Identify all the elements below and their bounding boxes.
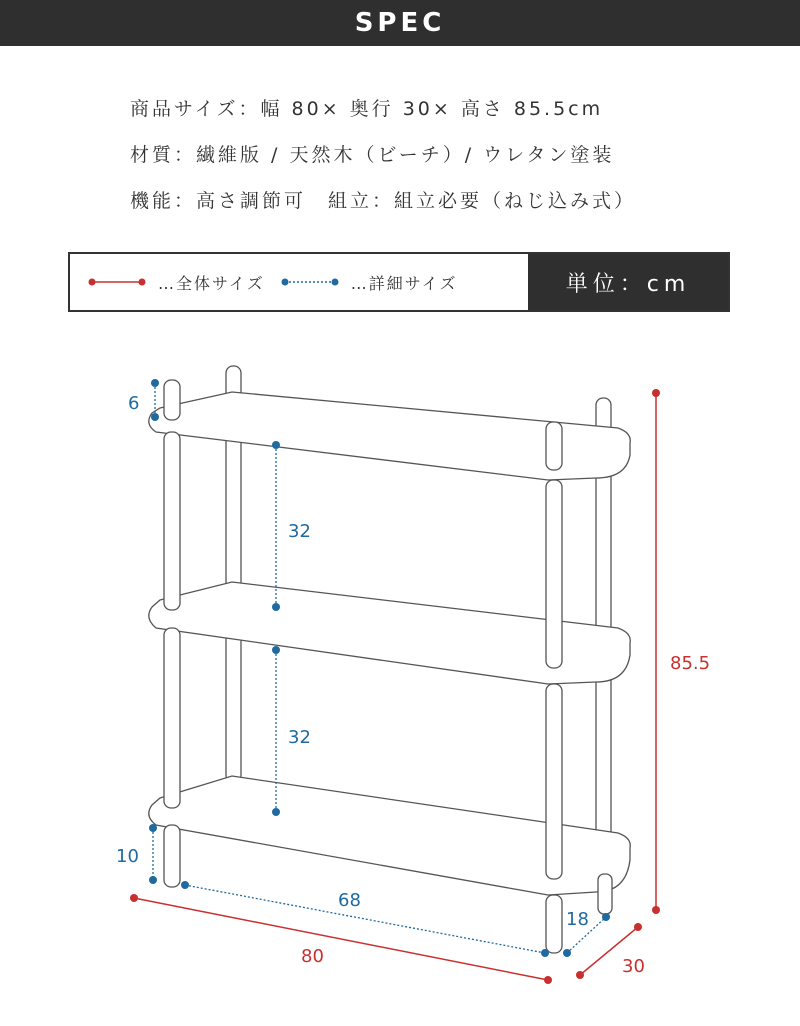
front-right-post-top <box>546 422 562 470</box>
back-right-foot <box>598 874 612 914</box>
dim-width: 80 <box>301 946 324 967</box>
unit-label: 単位：cm <box>565 271 691 297</box>
front-right-post-upper <box>546 480 562 668</box>
front-left-post-upper <box>164 432 180 610</box>
front-left-post-lower <box>164 628 180 808</box>
dim-shelf-gap-upper: 32 <box>288 521 311 542</box>
legend-detail-label: …詳細サイズ <box>350 273 458 293</box>
front-right-post-lower <box>546 684 562 879</box>
spec-function: 機能：高さ調節可 組立：組立必要（ねじ込み式） <box>130 190 637 212</box>
dim-shelf-gap-lower: 32 <box>288 727 311 748</box>
front-left-foot <box>164 825 180 887</box>
spec-size: 商品サイズ：幅 80× 奥行 30× 高さ 85.5cm <box>130 98 604 120</box>
front-left-post-top <box>164 380 180 420</box>
spec-material: 材質：繊維版 / 天然木（ビーチ）/ ウレタン塗装 <box>130 144 615 166</box>
shelf-drawing <box>149 366 630 953</box>
dim-depth: 30 <box>622 956 645 977</box>
legend-overall-label: …全体サイズ <box>158 273 265 293</box>
dim-inner-depth: 18 <box>566 909 589 930</box>
dim-height: 85.5 <box>670 653 711 674</box>
dim-inner-width: 68 <box>338 890 361 911</box>
front-right-foot <box>546 895 562 953</box>
dim-top-post: 6 <box>128 393 140 414</box>
dim-bottom-clearance: 10 <box>116 846 139 867</box>
header-title: SPEC <box>354 8 446 38</box>
